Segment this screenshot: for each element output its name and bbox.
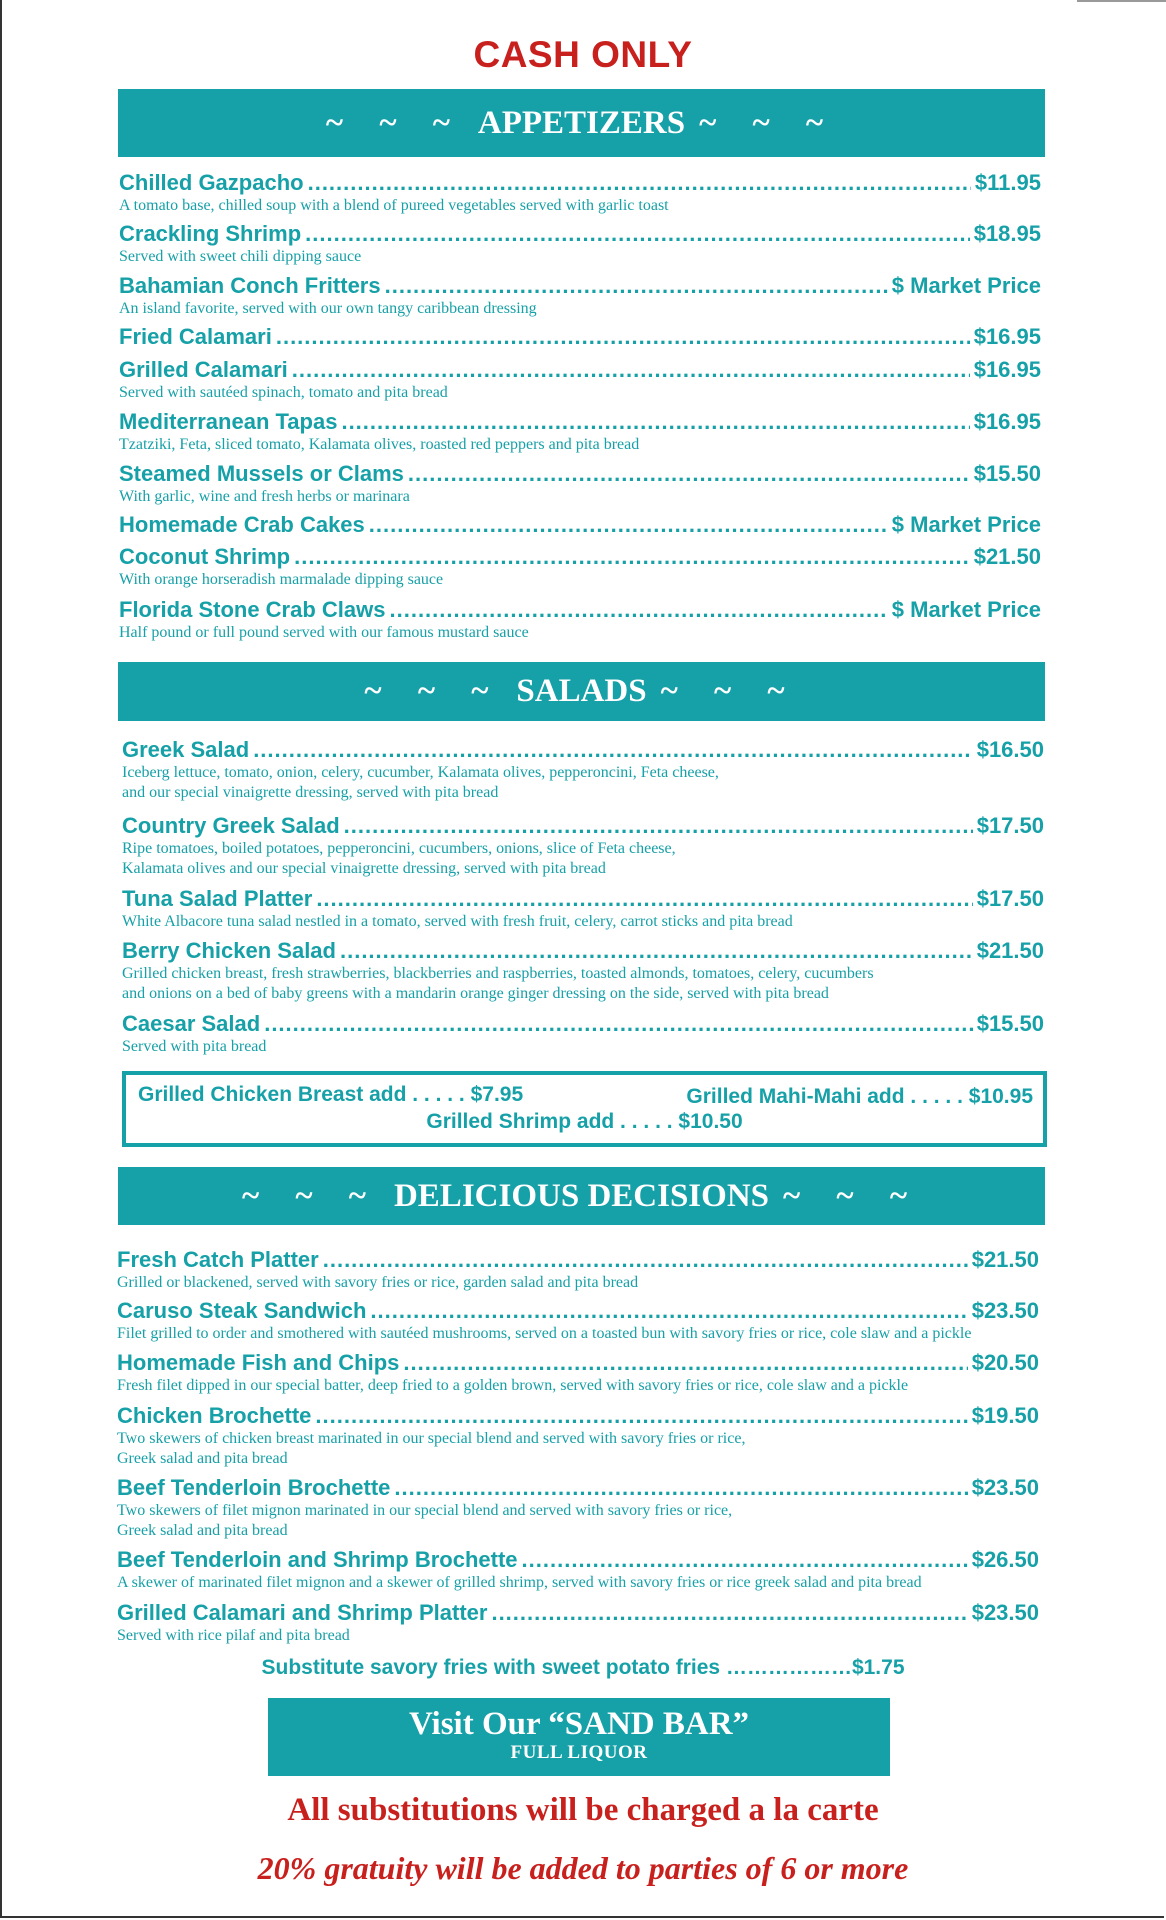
- item-description: Two skewers of filet mignon marinated in our special blend and served with savory fries or rice, Greek salad and pita bread: [117, 1502, 733, 1539]
- item-price: $16.95: [973, 324, 1041, 349]
- item-description: A tomato base, chilled soup with a blend of pureed vegetables served with garlic toast: [119, 197, 669, 214]
- item-name: Fried Calamari: [119, 324, 272, 349]
- appetizers-banner: [118, 89, 1045, 157]
- menu-item: [119, 409, 1041, 455]
- item-name: Homemade Crab Cakes: [119, 512, 365, 537]
- menu-item: [117, 1547, 1039, 1593]
- item-description: With orange horseradish marmalade dipping sauce: [119, 571, 444, 588]
- addon-mahi: Grilled Mahi-Mahi add . . . . . $10.95: [686, 1085, 1033, 1108]
- banner-tilde-right: ~ ~ ~: [660, 673, 799, 709]
- substitute-fries-note: Substitute savory fries with sweet potato fries ………………$1.75: [261, 1656, 905, 1679]
- addon-chicken: Grilled Chicken Breast add . . . . . $7.95: [138, 1083, 524, 1106]
- item-description: White Albacore tuna salad nestled in a tomato, served with fresh fruit, celery, carrot sticks and pita bread: [122, 913, 793, 930]
- item-description: With garlic, wine and fresh herbs or marinara: [119, 488, 410, 505]
- item-price: $23.50: [971, 1475, 1039, 1500]
- item-price: $20.50: [971, 1350, 1039, 1375]
- salads-title: SALADS: [516, 673, 647, 709]
- top-edge-line: [1077, 0, 1166, 2]
- banner-tilde-left: ~ ~ ~: [241, 1177, 380, 1214]
- item-price: $21.50: [976, 938, 1044, 963]
- item-name: Fresh Catch Platter: [117, 1247, 319, 1272]
- sand-bar-title: Visit Our “SAND BAR”: [408, 1706, 750, 1742]
- item-description: An island favorite, served with our own tangy caribbean dressing: [119, 300, 537, 317]
- menu-item: [117, 1475, 1039, 1541]
- addon-shrimp: Grilled Shrimp add . . . . . $10.50: [426, 1110, 743, 1133]
- item-name: Caesar Salad: [122, 1011, 261, 1036]
- item-description: Two skewers of chicken breast marinated in our special blend and served with savory fries or rice, Greek salad and pita bread: [117, 1430, 746, 1467]
- item-price: $23.50: [971, 1298, 1039, 1323]
- item-name: Tuna Salad Platter: [122, 886, 313, 911]
- menu-item: [117, 1403, 1039, 1469]
- item-description: Served with pita bread: [122, 1038, 267, 1055]
- item-description: Served with sautéed spinach, tomato and pita bread: [119, 384, 448, 401]
- menu-item: [119, 461, 1041, 507]
- menu-item: [122, 813, 1044, 879]
- item-name: Chicken Brochette: [117, 1403, 312, 1428]
- gratuity-notice: 20% gratuity will be added to parties of 6 or more: [257, 1850, 909, 1886]
- item-price: $16.50: [976, 737, 1044, 762]
- addons-box: [122, 1071, 1047, 1147]
- sand-bar-banner: [268, 1698, 890, 1776]
- item-name: Berry Chicken Salad: [122, 938, 336, 963]
- banner-tilde-left: ~ ~ ~: [364, 673, 503, 709]
- item-price: $16.95: [973, 357, 1041, 382]
- decisions-title: DELICIOUS DECISIONS: [393, 1177, 770, 1214]
- item-price: $15.50: [976, 1011, 1044, 1036]
- item-description: Half pound or full pound served with our famous mustard sauce: [119, 624, 529, 641]
- item-name: Grilled Calamari: [119, 357, 288, 382]
- item-name: Grilled Calamari and Shrimp Platter: [117, 1600, 488, 1625]
- item-price: $26.50: [971, 1547, 1039, 1572]
- menu-item: [117, 1350, 1039, 1396]
- item-name: Homemade Fish and Chips: [117, 1350, 400, 1375]
- substitutions-notice: All substitutions will be charged a la carte: [287, 1792, 879, 1828]
- menu-item: [119, 512, 1041, 538]
- sand-bar-subtitle: FULL LIQUOR: [510, 1742, 648, 1763]
- item-price: $17.50: [976, 813, 1044, 838]
- item-name: Beef Tenderloin and Shrimp Brochette: [117, 1547, 518, 1572]
- item-name: Greek Salad: [122, 737, 250, 762]
- salads-banner: [118, 662, 1045, 721]
- item-price: $15.50: [973, 461, 1041, 486]
- item-price: $ Market Price: [891, 597, 1041, 622]
- item-description: Grilled chicken breast, fresh strawberries, blackberries and raspberries, toasted almonds, tomatoes, celery, cucumbers and onions on a bed of baby greens with a mandarin orange ginger dressing on the side, served with pita bread: [122, 965, 874, 1002]
- item-price: $19.50: [971, 1403, 1039, 1428]
- item-description: Served with rice pilaf and pita bread: [117, 1627, 350, 1644]
- banner-tilde-left: ~ ~ ~: [325, 104, 464, 141]
- item-name: Florida Stone Crab Claws: [119, 597, 386, 622]
- menu-item: [117, 1600, 1039, 1646]
- menu-item: [119, 221, 1041, 267]
- item-description: Filet grilled to order and smothered with sautéed mushrooms, served on a toasted bun with savory fries or rice, cole slaw and a pickle: [117, 1325, 972, 1342]
- item-name: Beef Tenderloin Brochette: [117, 1475, 391, 1500]
- item-description: Iceberg lettuce, tomato, onion, celery, cucumber, Kalamata olives, pepperoncini, Feta cheese, and our special vinaigrette dressing, served with pita bread: [122, 764, 719, 801]
- menu-item: [117, 1298, 1039, 1344]
- item-price: $21.50: [973, 544, 1041, 569]
- item-description: Grilled or blackened, served with savory fries or rice, garden salad and pita bread: [117, 1274, 639, 1291]
- item-price: $17.50: [976, 886, 1044, 911]
- cash-only-heading: CASH ONLY: [473, 34, 693, 75]
- item-price: $11.95: [974, 170, 1041, 195]
- item-description: Ripe tomatoes, boiled potatoes, pepperoncini, cucumbers, onions, slice of Feta cheese, Kalamata olives and our special vinaigrette dressing, served with pita bread: [122, 840, 676, 877]
- item-price: $18.95: [973, 221, 1041, 246]
- item-description: Fresh filet dipped in our special batter, deep fried to a golden brown, served with savory fries or rice, cole slaw and a pickle: [117, 1377, 909, 1394]
- item-name: Country Greek Salad: [122, 813, 340, 838]
- menu-item: [119, 544, 1041, 590]
- item-name: Steamed Mussels or Clams: [119, 461, 404, 486]
- item-description: Tzatziki, Feta, sliced tomato, Kalamata olives, roasted red peppers and pita bread: [119, 436, 640, 453]
- menu-item: [119, 324, 1041, 350]
- menu-item: [122, 938, 1044, 1004]
- item-price: $23.50: [971, 1600, 1039, 1625]
- item-description: Served with sweet chili dipping sauce: [119, 248, 362, 265]
- item-name: Caruso Steak Sandwich: [117, 1298, 367, 1323]
- menu-item: [117, 1247, 1039, 1293]
- banner-tilde-right: ~ ~ ~: [783, 1177, 921, 1214]
- decisions-banner: [118, 1167, 1045, 1225]
- item-name: Bahamian Conch Fritters: [119, 273, 381, 298]
- appetizers-title: APPETIZERS: [477, 104, 686, 141]
- menu-item: [122, 1011, 1044, 1057]
- menu-item: [119, 273, 1041, 319]
- menu-item: [122, 886, 1044, 932]
- item-description: A skewer of marinated filet mignon and a skewer of grilled shrimp, served with savory fries or rice greek salad and pita bread: [117, 1574, 922, 1591]
- menu-item: [119, 597, 1041, 643]
- item-price: $ Market Price: [891, 512, 1041, 537]
- item-name: Chilled Gazpacho: [119, 170, 304, 195]
- item-name: Coconut Shrimp: [119, 544, 291, 569]
- item-price: $16.95: [973, 409, 1041, 434]
- menu-item: [119, 357, 1041, 403]
- menu-item: [122, 737, 1044, 803]
- item-name: Mediterranean Tapas: [119, 409, 338, 434]
- banner-tilde-right: ~ ~ ~: [699, 104, 838, 141]
- item-name: Crackling Shrimp: [119, 221, 302, 246]
- item-price: $ Market Price: [891, 273, 1041, 298]
- menu-item: [119, 170, 1041, 216]
- item-price: $21.50: [971, 1247, 1039, 1272]
